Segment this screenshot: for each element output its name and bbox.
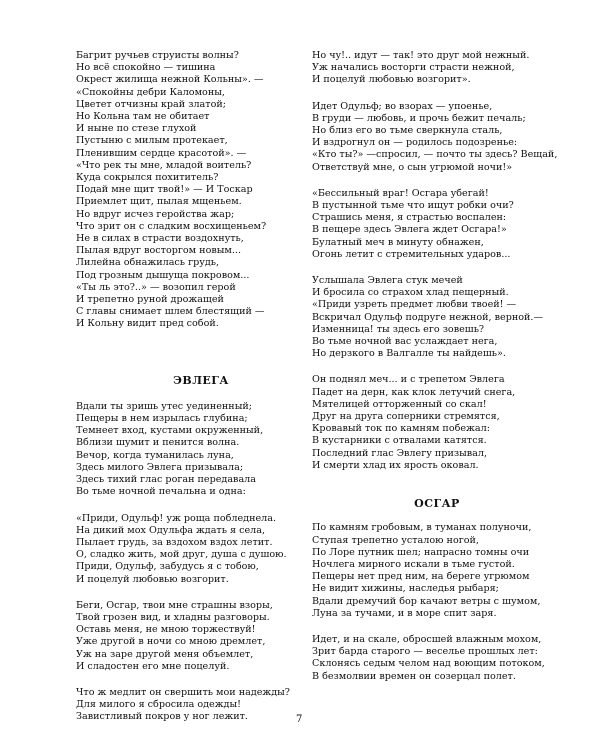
stanza bbox=[312, 634, 562, 683]
verse-line: Ступая трепетно усталою ногой, bbox=[312, 534, 479, 546]
verse-line: Друг на друга соперники стремятся, bbox=[312, 411, 500, 423]
verse-line: Пещеры в нем изрылась глубина; bbox=[76, 413, 248, 425]
verse-line: Беги, Осгар, твои мне страшны взоры, bbox=[76, 599, 273, 611]
verse-line: Но чу!.. идут — так! это друг мой нежный. bbox=[312, 50, 530, 61]
verse-line: «Что рек ты мне, младой воитель? bbox=[76, 159, 252, 171]
verse-line: С главы снимает шлем блестящий — bbox=[76, 306, 265, 318]
verse-line: Падет на дерн, как клок летучий снега, bbox=[312, 386, 516, 398]
poem-title-evlega: ЭВЛЕГА bbox=[173, 373, 229, 387]
verse-line: Зрит барда старого — веселье прошлых лет: bbox=[312, 646, 538, 658]
verse-line: Но близ его во тьме сверкнула сталь, bbox=[312, 125, 503, 137]
verse-line: Не видит хижины, наследья рыбаря; bbox=[312, 583, 499, 595]
verse-line: Подай мне щит твой!» — И Тоскар bbox=[76, 184, 253, 196]
verse-line: Уж начались восторги страсти нежной, bbox=[312, 62, 515, 74]
stanza bbox=[312, 275, 562, 360]
verse-line: Вечор, когда туманилась луна, bbox=[76, 449, 234, 461]
verse-line: Здесь милого Эвлега призывала; bbox=[76, 461, 244, 473]
verse-line: Но вдруг исчез геройства жар; bbox=[76, 208, 235, 220]
verse-line: Вдали дремучий бор качают ветры с шумом, bbox=[312, 595, 541, 607]
verse-line: Идет Одульф; во взорах — упоенье, bbox=[312, 100, 493, 112]
stanza bbox=[312, 188, 562, 261]
verse-line: Страшись меня, я страстью воспален: bbox=[312, 212, 507, 224]
verse-line: На дикий мох Одульфа ждать я села, bbox=[76, 524, 266, 536]
verse-line: Вскричал Одульф подруге нежной, верной.— bbox=[312, 311, 544, 323]
verse-line: Багрит ручьев струисты волны? bbox=[76, 50, 239, 61]
verse-line: «Приди узреть предмет любви твоей! — bbox=[312, 299, 517, 311]
verse-line: «Спокойны дебри Каломоны, bbox=[76, 86, 225, 98]
verse-line: Но дерзкого в Валгалле ты найдешь». bbox=[312, 348, 506, 360]
verse-line: Кровавый ток по камням побежал: bbox=[312, 423, 490, 435]
verse-line: Не в силах в страсти воздохнуть, bbox=[76, 233, 244, 245]
stanza bbox=[76, 600, 326, 673]
poem-continuation bbox=[76, 50, 326, 331]
stanza bbox=[76, 513, 326, 586]
verse-line: Пещеры нет пред ним, на береге угрюмом bbox=[312, 571, 530, 583]
verse-line: Пылая вдруг восторгом новым... bbox=[76, 245, 241, 257]
verse-line: «Бессильный враг! Осгара убегай! bbox=[312, 187, 489, 199]
verse-line: И ныне по стезе глухой bbox=[76, 123, 197, 135]
verse-line: Что зрит он с сладким восхищеньем? bbox=[76, 220, 267, 232]
verse-line: Ответствуй мне, о сын угрюмой ночи!» bbox=[312, 161, 513, 173]
verse-line: И поцелуй любовью возгорит. bbox=[76, 573, 229, 585]
verse-line: Луна за тучами, и в море спит заря. bbox=[312, 607, 497, 619]
verse-line: Оставь меня, не мною торжествуй! bbox=[76, 624, 256, 636]
verse-line: Окрест жилища нежной Кольны». — bbox=[76, 74, 264, 86]
page-number: 7 bbox=[296, 714, 303, 725]
poem-evlega-continuation bbox=[312, 50, 562, 472]
verse-line: «Кто ты?» —спросил, — почто ты здесь? Вещай, bbox=[312, 149, 558, 161]
stanza bbox=[76, 50, 326, 331]
verse-line: Уж на заре другой меня объемлет, bbox=[76, 648, 254, 660]
verse-line: И бросила со страхом хлад пещерный. bbox=[312, 287, 509, 299]
verse-line: И вздрогнул он — родилось подозренье: bbox=[312, 137, 518, 149]
verse-line: Изменница! ты здесь его зовешь? bbox=[312, 323, 485, 335]
verse-line: И трепетно руной дрожащей bbox=[76, 294, 224, 306]
verse-line: Твой грозен вид, и хладны разговоры. bbox=[76, 611, 270, 623]
verse-line: Мятелицей отторженный со скал! bbox=[312, 398, 487, 410]
verse-line: Огонь летит с стремительных ударов... bbox=[312, 248, 511, 260]
verse-line: О, сладко жить, мой друг, душа с душою. bbox=[76, 549, 287, 561]
verse-line: Он поднял меч... и с трепетом Эвлега bbox=[312, 374, 505, 386]
stanza bbox=[76, 687, 326, 724]
verse-line: Булатный меч в минуту обнажен, bbox=[312, 236, 484, 248]
verse-line: Пустыню с милым протекает, bbox=[76, 135, 228, 147]
verse-line: Цветет отчизны край златой; bbox=[76, 98, 226, 110]
poem-evlega-body bbox=[76, 401, 326, 724]
verse-line: Услышала Эвлега стук мечей bbox=[312, 275, 463, 287]
stanza bbox=[312, 374, 562, 472]
verse-line: И сладостен его мне поцелуй. bbox=[76, 660, 230, 672]
stanza bbox=[312, 522, 562, 620]
verse-line: Что ж медлит он свершить мои надежды? bbox=[76, 686, 290, 698]
verse-line: Пленившим сердце красотой». — bbox=[76, 147, 247, 159]
poem-osgar-body bbox=[312, 522, 562, 682]
left-column bbox=[76, 50, 326, 738]
verse-line: Пылает грудь, за вздохом вздох летит. bbox=[76, 536, 273, 548]
verse-line: Уже другой в ночи со мною дремлет, bbox=[76, 636, 266, 648]
verse-line: В пещере здесь Эвлега ждет Осгара!» bbox=[312, 224, 507, 236]
stanza bbox=[312, 101, 562, 174]
stanza bbox=[312, 50, 562, 87]
verse-line: «Приди, Одульф! уж роща побледнела. bbox=[76, 512, 277, 524]
right-column bbox=[312, 50, 562, 697]
verse-line: И Кольну видит пред собой. bbox=[76, 318, 219, 330]
verse-line: Но Кольна там не обитает bbox=[76, 111, 210, 123]
verse-line: В груди — любовь, и прочь бежит печаль; bbox=[312, 112, 526, 124]
verse-line: В безмолвии времен он созерцал полет. bbox=[312, 670, 516, 682]
verse-line: Куда сокрылся похититель? bbox=[76, 172, 219, 184]
verse-line: Идет, и на скале, обросшей влажным мохом, bbox=[312, 633, 542, 645]
verse-line: В кустарники с отвалами катятся. bbox=[312, 435, 487, 447]
verse-line: В пустынной тьме что ищут робки очи? bbox=[312, 200, 514, 212]
verse-line: Темнеет вход, кустами окруженный, bbox=[76, 425, 264, 437]
poem-title-osgar: ОСГАР bbox=[414, 497, 460, 511]
verse-line: Под грозным дышуща покровом... bbox=[76, 269, 250, 281]
verse-line: И смерти хлад их ярость оковал. bbox=[312, 459, 479, 471]
stanza bbox=[76, 401, 326, 499]
verse-line: Лилейна обнажилась грудь, bbox=[76, 257, 220, 269]
verse-line: Приемлет щит, пылая мщеньем. bbox=[76, 196, 242, 208]
verse-line: Вблизи шумит и пенится волна. bbox=[76, 437, 240, 449]
verse-line: Во тьме ночной вас услаждает нега, bbox=[312, 336, 498, 348]
verse-line: Но всё спокойно — тишина bbox=[76, 62, 216, 74]
verse-line: «Ты ль это?..» — возопил герой bbox=[76, 281, 236, 293]
verse-line: Ночлега мирного искали в тьме густой. bbox=[312, 558, 515, 570]
verse-line: Последний глас Эвлегу призывал, bbox=[312, 447, 487, 459]
verse-line: По Лоре путник шел; напрасно томны очи bbox=[312, 546, 530, 558]
verse-line: И поцелуй любовью возгорит». bbox=[312, 74, 471, 86]
verse-line: Для милого я сбросила одежды! bbox=[76, 699, 241, 711]
verse-line: Склонясь седым челом над воющим потоком, bbox=[312, 658, 545, 670]
verse-line: Вдали ты зришь утес уединенный; bbox=[76, 400, 252, 412]
verse-line: Завистливый покров у ног лежит. bbox=[76, 711, 248, 723]
verse-line: Приди, Одульф, забудусь я с тобою, bbox=[76, 561, 259, 573]
verse-line: Здесь тихий глас роган передавала bbox=[76, 474, 256, 486]
verse-line: По камням гробовым, в туманах полуночи, bbox=[312, 522, 532, 534]
verse-line: Во тьме ночной печальна и одна: bbox=[76, 486, 246, 498]
